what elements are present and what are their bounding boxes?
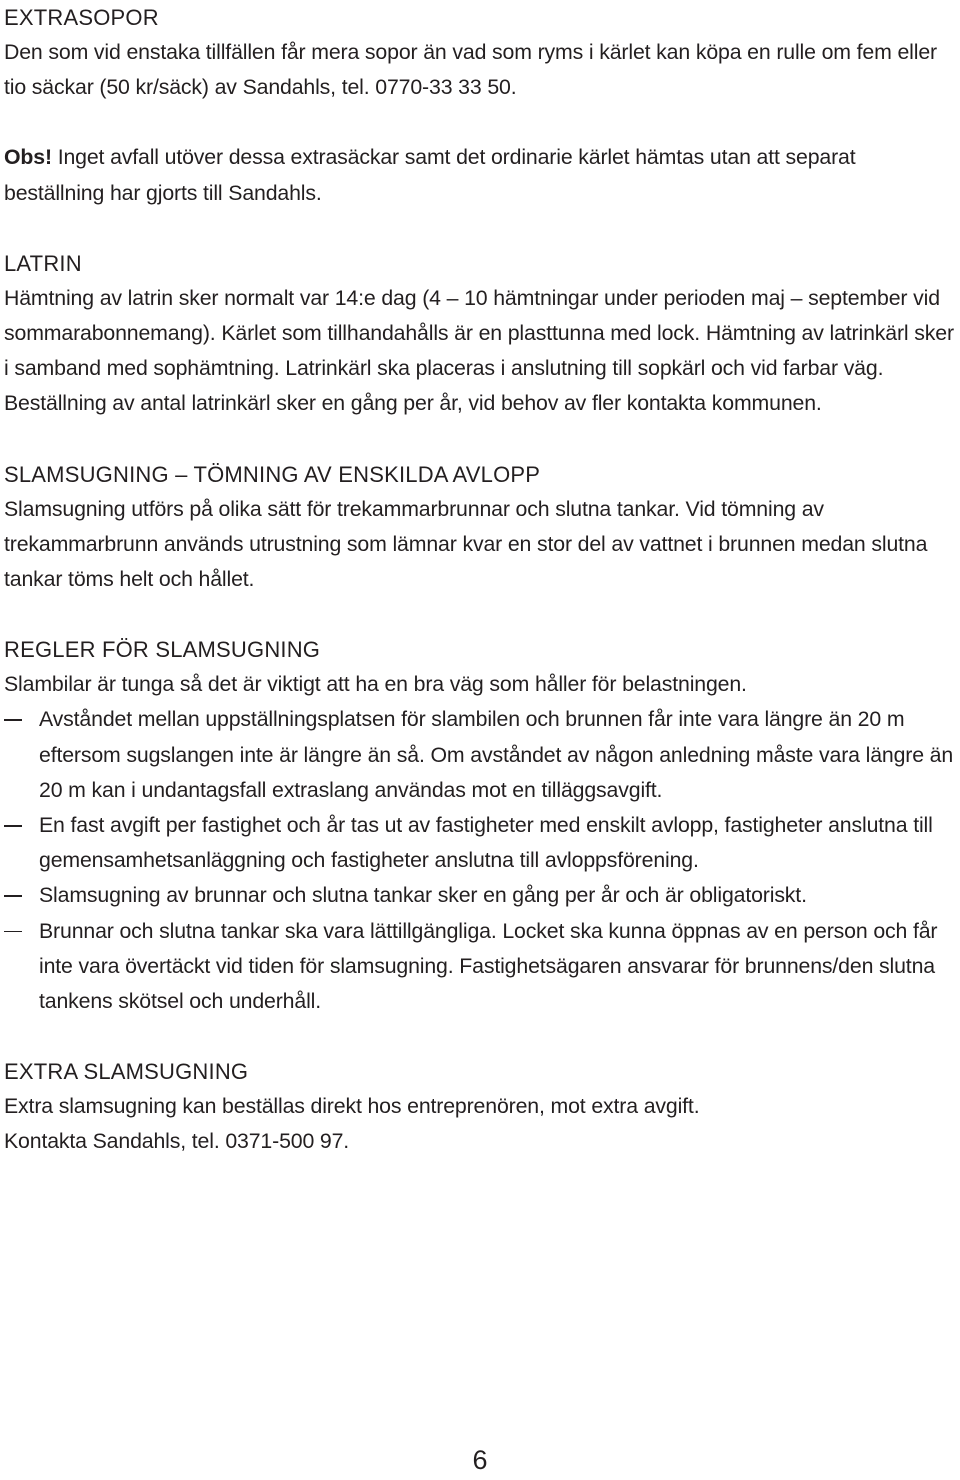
paragraph-slamsugning: Slamsugning utförs på olika sätt för trekammarbrunnar och slutna tankar. Vid tömning av trekammarbrunn används utrustning som lämnar kvar en stor del av vattnet i brunnen medan slutna tankar töms helt och hållet. (4, 496, 928, 592)
list-item (4, 702, 956, 808)
regler-list (4, 702, 956, 1019)
paragraph-latrin: Hämtning av latrin sker normalt var 14:e dag (4 – 10 hämtningar under perioden maj – september vid sommarabonnemang). Kärlet som tillhandahålls är en plasttunna med lock. Hämtning av latrinkärl sker i samband med sophämtning. Latrinkärl ska placeras i anslutning till sopkärl och vid farbar väg. Beställning av antal latrinkärl sker en gång per år, vid behov av fler kontakta kommunen. (4, 285, 954, 416)
page-number: 6 (472, 1445, 488, 1475)
list-item (4, 878, 956, 913)
list-item-text: Brunnar och slutna tankar ska vara lättillgängliga. Locket ska kunna öppnas av en person och får inte vara övertäckt vid tiden för slamsugning. Fastighetsägaren ansvarar för brunnens/den slutna tankens skötsel och underhåll. (39, 918, 938, 1014)
obs-label: Obs! (4, 145, 52, 170)
list-item-text: Avståndet mellan uppställningsplatsen för slambilen och brunnen får inte vara längre än 20 m eftersom sugslangen inte är längre än så. Om avståndet av någon anledning måste vara längre än 20 m kan i undantagsfall extraslang användas mot en tilläggsavgift. (39, 707, 954, 802)
section-extra-slamsugning (4, 1054, 956, 1159)
list-item-text: Slamsugning av brunnar och slutna tankar sker en gång per år och är obligatoriskt. (39, 883, 807, 908)
section-regler (4, 632, 956, 1019)
dash-bullet (4, 931, 22, 933)
dash-bullet (4, 719, 22, 721)
heading-latrin: LATRIN (4, 250, 82, 276)
dash-bullet (4, 895, 22, 897)
list-item-text: En fast avgift per fastighet och år tas ut av fastigheter med enskilt avlopp, fastigheter anslutna till gemensamhetsanläggning och fastigheter anslutna till avloppsförening. (39, 813, 933, 873)
heading-regler: REGLER FÖR SLAMSUGNING (4, 637, 321, 663)
obs-text: Inget avfall utöver dessa extrasäckar samt det ordinarie kärlet hämtas utan att separat beställning har gjorts till Sandahls. (4, 145, 856, 205)
heading-extrasopor: EXTRASOPOR (4, 5, 159, 30)
document-page (4, 0, 956, 1160)
paragraph-extra-slamsugning-2: Kontakta Sandahls, tel. 0371-500 97. (4, 1129, 350, 1154)
heading-slamsugning: SLAMSUGNING – TÖMNING AV ENSKILDA AVLOPP (4, 461, 541, 487)
heading-extra-slamsugning: EXTRA SLAMSUGNING (4, 1059, 249, 1085)
section-extrasopor (4, 0, 956, 211)
section-slamsugning (4, 457, 956, 598)
section-latrin (4, 246, 956, 422)
list-item (4, 808, 956, 878)
paragraph-extrasopor: Den som vid enstaka tillfällen får mera sopor än vad som ryms i kärlet kan köpa en rulle om fem eller tio säckar (50 kr/säck) av Sandahls, tel. 0770-33 33 50. (4, 40, 937, 100)
paragraph-obs (4, 140, 956, 210)
dash-bullet (4, 825, 22, 827)
paragraph-regler-intro: Slambilar är tunga så det är viktigt att ha en bra väg som håller för belastningen. (4, 672, 747, 697)
list-item (4, 914, 956, 1020)
paragraph-extra-slamsugning-1: Extra slamsugning kan beställas direkt hos entreprenören, mot extra avgift. (4, 1094, 700, 1119)
